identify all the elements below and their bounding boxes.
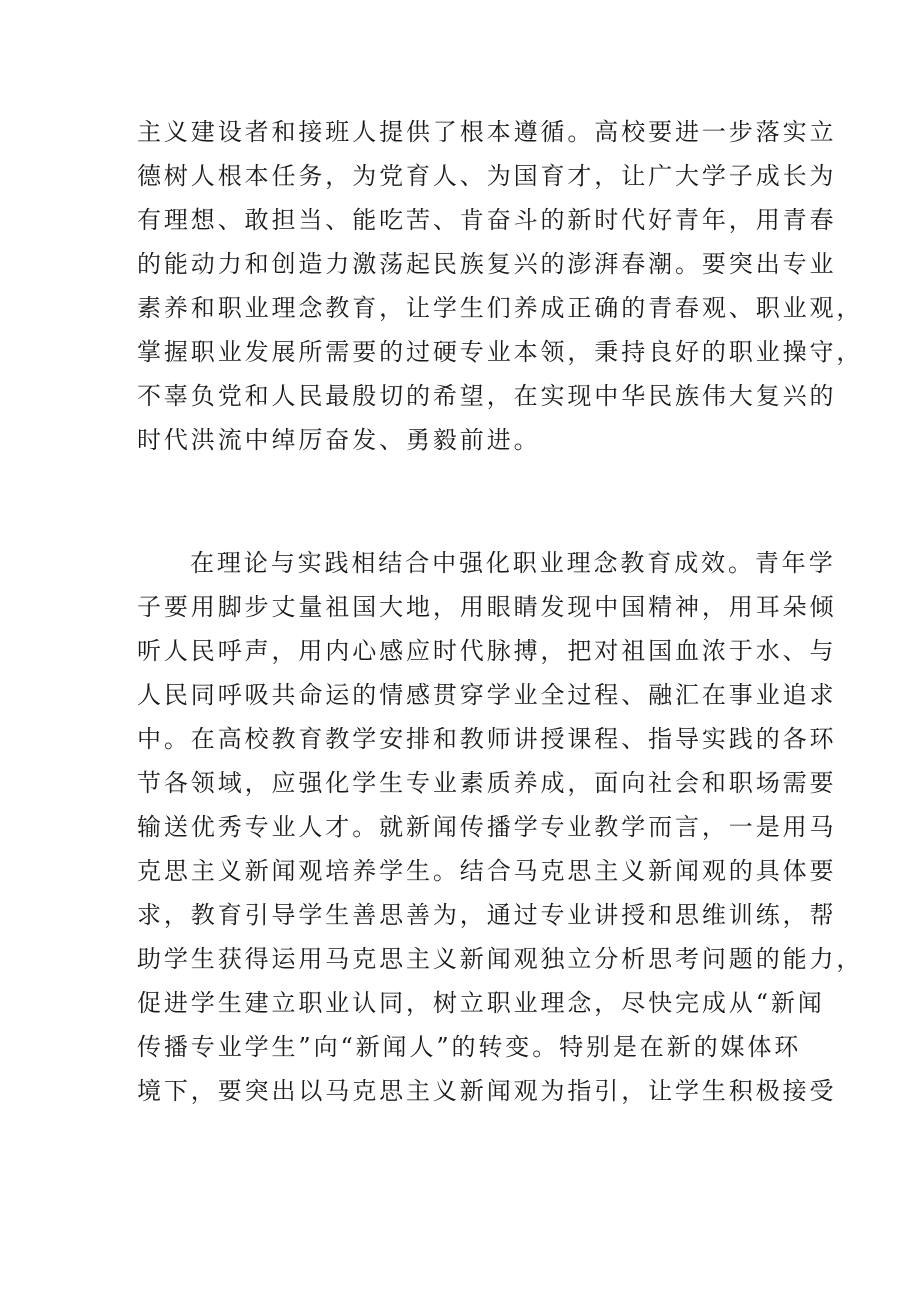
text-line: 助学生获得运用马克思主义新闻观独立分析思考问题的能力， [137, 945, 864, 973]
text-line: 德树人根本任务，为党育人、为国育才，让广大学子成长为 [137, 162, 837, 190]
text-line: 时代洪流中绰厉奋发、勇毅前进。 [137, 426, 541, 454]
text-line: 听人民呼声，用内心感应时代脉搏，把对祖国血浓于水、与 [137, 637, 837, 665]
text-line: 中。在高校教育教学安排和教师讲授课程、指导实践的各环 [137, 725, 837, 753]
text-line: 促进学生建立职业认同，树立职业理念，尽快完成从“新闻 [137, 989, 825, 1017]
text-line: 掌握职业发展所需要的过硬专业本领，秉持良好的职业操守， [137, 338, 864, 366]
text-line: 不辜负党和人民最殷切的希望，在实现中华民族伟大复兴的 [137, 382, 837, 410]
text-line: 克思主义新闻观培养学生。结合马克思主义新闻观的具体要 [137, 857, 837, 885]
text-line: 素养和职业理念教育，让学生们养成正确的青春观、职业观， [137, 294, 864, 322]
text-line: 子要用脚步丈量祖国大地，用眼睛发现中国精神，用耳朵倾 [137, 593, 837, 621]
text-line-first-indented: 在理论与实践相结合中强化职业理念教育成效。青年学 [190, 549, 836, 577]
paragraph-2 [137, 541, 864, 1113]
text-line: 节各领域，应强化学生专业素质养成，面向社会和职场需要 [137, 769, 837, 797]
text-line: 求，教育引导学生善思善为，通过专业讲授和思维训练，帮 [137, 901, 837, 929]
text-line: 输送优秀专业人才。就新闻传播学专业教学而言，一是用马 [137, 813, 837, 841]
text-line: 传播专业学生”向“新闻人”的转变。特别是在新的媒体环 [137, 1033, 802, 1061]
paragraph-1 [137, 110, 864, 462]
text-line: 人民同呼吸共命运的情感贯穿学业全过程、融汇在事业追求 [137, 681, 837, 709]
text-line: 境下，要突出以马克思主义新闻观为指引，让学生积极接受 [137, 1077, 837, 1105]
text-line: 的能动力和创造力激荡起民族复兴的澎湃春潮。要突出专业 [137, 250, 837, 278]
text-line: 有理想、敢担当、能吃苦、肯奋斗的新时代好青年，用青春 [137, 206, 837, 234]
text-line: 主义建设者和接班人提供了根本遵循。高校要进一步落实立 [137, 118, 837, 146]
